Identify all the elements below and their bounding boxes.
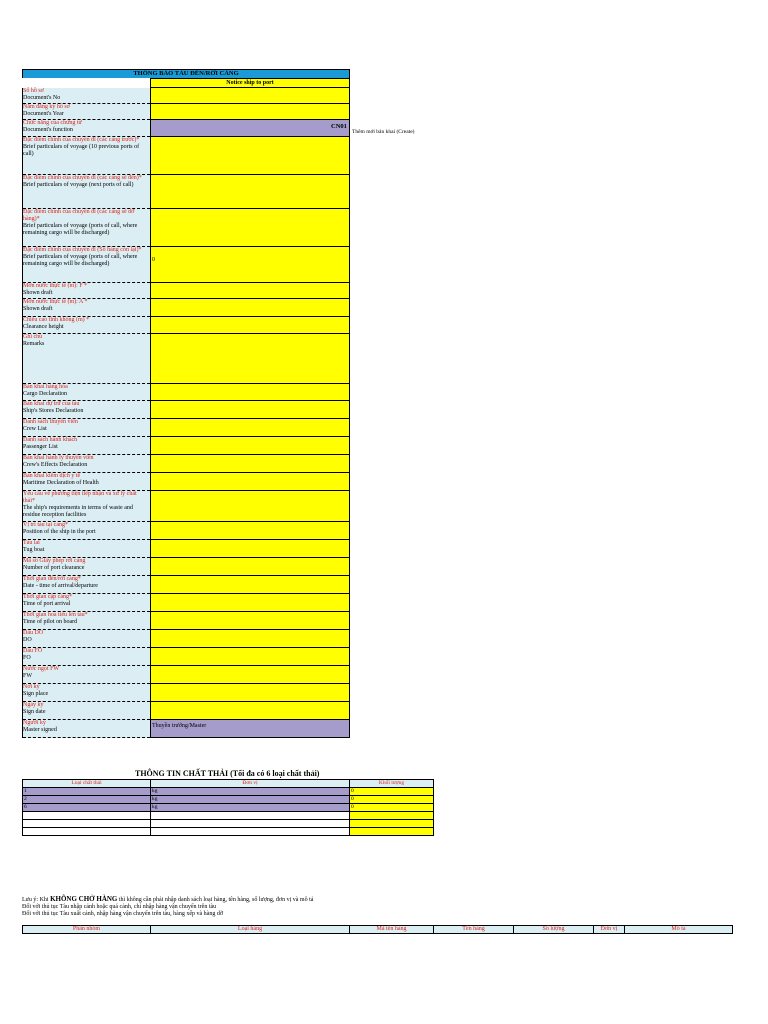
field-input[interactable] [151,437,350,455]
field-label-vn: Nơi ký [23,684,40,690]
waste-cell[interactable]: kg [151,804,350,812]
form-row [23,522,350,540]
field-label-vn: Bản khai kiểm dịch y tế [23,473,81,479]
form-row [23,88,350,104]
field-label [23,209,151,247]
field-input[interactable] [151,419,350,437]
field-label-en: Clearance height [23,324,64,330]
note-line-3: Đối với thủ tục Tàu xuất cảnh, nhập hàng vận chuyển trên tàu, hàng xếp và hàng dỡ [22,911,224,917]
field-input[interactable] [151,522,350,540]
waste-cell[interactable]: 2 [23,796,151,804]
waste-cell[interactable] [23,820,151,828]
form-row [23,334,350,384]
field-label-vn: Thời gian đến/rời cảng* [23,576,81,582]
form-row [23,437,350,455]
field-label [23,334,151,384]
waste-cell[interactable] [151,812,350,820]
cargo-header-cell: Đơn vị [594,926,625,934]
field-label-vn: Tàu lai [23,540,40,546]
field-label-en: Shown draft [23,306,53,312]
field-label [23,104,151,120]
field-label-en: Cargo Declaration [23,391,68,397]
field-input[interactable] [151,401,350,419]
notice-ship-form [22,69,350,738]
field-label-vn: Ghi chú [23,334,43,340]
waste-row [23,812,434,820]
field-label [23,120,151,137]
field-label-en: Number of port clearance [23,565,85,571]
waste-cell[interactable]: 1 [23,788,151,796]
cargo-header-cell: Loại hàng [151,926,350,934]
remaining-cargo-value: 0 [152,257,155,263]
field-input[interactable] [151,384,350,401]
field-label-vn: Người ký [23,720,46,726]
field-label-en: Brief particulars of voyage (next ports of call) [23,182,134,188]
cargo-header-cell: Tên hàng [434,926,514,934]
field-label [23,558,151,576]
waste-cell[interactable]: kg [151,788,350,796]
form-subtitle: Notice ship to port [150,78,350,88]
field-label [23,88,151,104]
field-input[interactable] [151,702,350,720]
field-label [23,702,151,720]
field-label [23,684,151,702]
field-label [23,419,151,437]
field-label-en: The ship's requirements in terms of waste and residue reception facilities [23,505,133,518]
field-label-vn: Chiều cao tĩnh không (m) * [23,317,90,323]
form-row [23,120,350,137]
field-label-en: Ship's Stores Declaration [23,408,84,414]
form-row [23,104,350,120]
field-label [23,648,151,666]
waste-row [23,820,434,828]
waste-cell[interactable] [151,820,350,828]
form-row [23,455,350,473]
field-label-vn: Đặc điểm chính của chuyến đi (các cảng sẽ đến)* [23,175,142,181]
field-label-vn: Đặc điểm chính của chuyến đi (Số hàng còn lại)* [23,247,142,253]
field-input[interactable] [151,720,350,738]
waste-table [22,779,434,836]
form-row [23,175,350,209]
field-label [23,401,151,419]
field-label-en: Sign date [23,709,46,715]
field-label-vn: Dầu DO [23,630,44,636]
form-row [23,299,350,317]
waste-cell[interactable]: kg [151,796,350,804]
cargo-header-row [23,926,733,934]
waste-header-row [23,780,434,788]
field-input[interactable] [151,175,350,209]
field-input[interactable] [151,455,350,473]
field-label-en: Position of the ship in the port [23,529,96,535]
field-input[interactable] [151,491,350,522]
form-row [23,283,350,299]
field-input[interactable] [151,576,350,594]
field-label-en: Sign place [23,691,49,697]
cargo-header-cell: Mã tên hàng [350,926,434,934]
field-label [23,437,151,455]
waste-header-cell: Đơn vị [151,780,350,788]
waste-section-title: THÔNG TIN CHẤT THẢI (Tối đa có 6 loại chất thải) [135,769,320,778]
field-input[interactable] [151,540,350,558]
notes-block [22,896,313,918]
field-label [23,540,151,558]
field-input[interactable] [151,334,350,384]
field-label [23,594,151,612]
waste-cell[interactable] [151,828,350,836]
form-row [23,630,350,648]
field-label-en: Maritime Declaration of Health [23,480,99,486]
field-label-vn: Danh sách thuyền viên [23,419,78,425]
field-label [23,283,151,299]
field-label [23,630,151,648]
function-code: CN01 [331,123,347,130]
field-label-vn: Thời gian hoa tiêu lên tàu* [23,612,88,618]
field-label-en: Remarks [23,341,45,347]
field-label-vn: Nước ngọt FW [23,666,60,672]
field-label-en: Document's No [23,95,61,101]
waste-cell[interactable]: 0 [350,788,434,796]
field-label-en: DO [23,637,32,643]
cargo-header-cell: Số lượng [514,926,594,934]
form-row [23,137,350,175]
waste-cell[interactable]: 6 [23,804,151,812]
form-row [23,594,350,612]
field-label-vn: Chức năng của chứng từ [23,120,82,126]
form-row [23,648,350,666]
form-table [22,88,350,738]
field-label-vn: Mớn nước thực tế (m): A * [23,299,88,305]
field-label [23,522,151,540]
form-row [23,401,350,419]
form-row [23,702,350,720]
field-input[interactable] [151,209,350,247]
waste-header-cell: Khối lượng [350,780,434,788]
field-label [23,299,151,317]
field-label-vn: Số hồ sơ [23,88,44,94]
field-input[interactable] [151,317,350,334]
field-label-vn: Đặc điểm chính của chuyến đi (các cảng sẽ dỡ hàng)* [23,209,135,222]
field-input[interactable] [151,666,350,684]
form-row [23,540,350,558]
note-line-1: Lưu ý: Khi KHÔNG CHỞ HÀNG thì không cần phải nhập danh sách loại hàng, tên hàng, số lượng, đơn vị và mô tả [22,895,314,903]
field-label-en: FW [23,673,32,679]
field-input[interactable] [151,684,350,702]
form-row [23,720,350,738]
waste-cell[interactable]: 0 [350,796,434,804]
cargo-header-table [22,925,733,934]
field-label-en: Brief particulars of voyage (ports of call, where remaining cargo will be discharged) [23,223,138,236]
form-row [23,576,350,594]
field-label-vn: Mớn nước thực tế (m): F * [23,283,88,289]
form-row [23,491,350,522]
field-label-vn: Yêu cầu về phương tiện tiếp nhận và xử lý chất thải* [23,491,137,504]
field-input[interactable] [151,299,350,317]
field-label-en: Time of port arrival [23,601,71,607]
waste-row [23,788,434,796]
field-label [23,720,151,738]
field-label [23,384,151,401]
field-input[interactable] [151,104,350,120]
field-label-vn: Bản khai dự trữ của tàu [23,401,80,407]
form-row [23,209,350,247]
note-line-2: Đối với thủ tục Tàu nhập cảnh hoặc quá cảnh, chỉ nhập hàng vận chuyển trên tàu [22,904,217,910]
field-label-en: Document's function [23,127,73,133]
field-label-vn: Đặc điểm chính của chuyến đi (các cảng trước)* [23,137,140,143]
field-label-en: Master signed [23,727,57,733]
waste-cell[interactable] [23,828,151,836]
form-row [23,473,350,491]
form-row [23,684,350,702]
cargo-header-cell: Mô tả [625,926,733,934]
field-input[interactable] [151,594,350,612]
waste-header-cell: Loại chất thải [23,780,151,788]
field-label-vn: Mã số Giấy phép rời cảng [23,558,86,564]
field-label-vn: Thời gian cập cảng* [23,594,72,600]
waste-cell[interactable] [350,820,434,828]
field-label [23,491,151,522]
field-label-en: Tug boat [23,547,45,553]
waste-row [23,796,434,804]
field-label [23,247,151,283]
form-row [23,612,350,630]
field-input[interactable] [151,630,350,648]
field-label-vn: Bản khai hàng hóa [23,384,68,390]
field-input[interactable] [151,648,350,666]
waste-cell[interactable] [23,812,151,820]
field-label-en: Shown draft [23,290,53,296]
field-label-en: Time of pilot on board [23,619,78,625]
field-input[interactable] [151,473,350,491]
form-row [23,558,350,576]
function-note: Thêm mới bản khai (Create) [352,129,415,135]
field-input[interactable] [151,283,350,299]
field-input[interactable] [151,247,350,283]
waste-cell[interactable] [350,828,434,836]
form-row [23,247,350,283]
field-label [23,455,151,473]
form-row [23,419,350,437]
form-row [23,384,350,401]
field-label [23,175,151,209]
field-input[interactable] [151,612,350,630]
field-label [23,473,151,491]
field-label-vn: Vị trí tàu tại cảng* [23,522,68,528]
field-input[interactable] [151,120,350,137]
form-title: THÔNG BÁO TÀU ĐẾN/RỜI CẢNG [22,69,350,78]
form-row [23,317,350,334]
cargo-header-cell: Phân nhóm [23,926,151,934]
field-label-en: Passenger List [23,444,58,450]
waste-row [23,828,434,836]
field-label [23,612,151,630]
field-label [23,576,151,594]
field-input[interactable] [151,137,350,175]
field-input[interactable] [151,88,350,104]
field-label-en: Brief particulars of voyage (ports of call, where remaining cargo will be discharged) [23,254,138,267]
field-label-en: FO [23,655,31,661]
field-label-en: Document's Year [23,111,64,117]
field-label-en: Crew's Effects Declaration [23,462,88,468]
field-label-vn: Năm đăng ký hồ sơ [23,104,70,110]
field-label-en: Date - time of arrival/departure [23,583,98,589]
form-row [23,666,350,684]
waste-cell[interactable] [350,812,434,820]
waste-cell[interactable]: 0 [350,804,434,812]
field-label [23,666,151,684]
field-label [23,317,151,334]
field-label-vn: Danh sách hành khách [23,437,78,443]
field-label-en: Brief particulars of voyage (10 previous ports of call) [23,144,140,157]
master-signed-value: Thuyền trưởng/Master [152,723,207,729]
field-label-vn: Dầu FO [23,648,43,654]
field-label-en: Crew List [23,426,47,432]
field-label-vn: Ngày ký [23,702,44,708]
waste-row [23,804,434,812]
field-label [23,137,151,175]
field-input[interactable] [151,558,350,576]
field-label-vn: Bản khai hành lý thuyền viên [23,455,94,461]
